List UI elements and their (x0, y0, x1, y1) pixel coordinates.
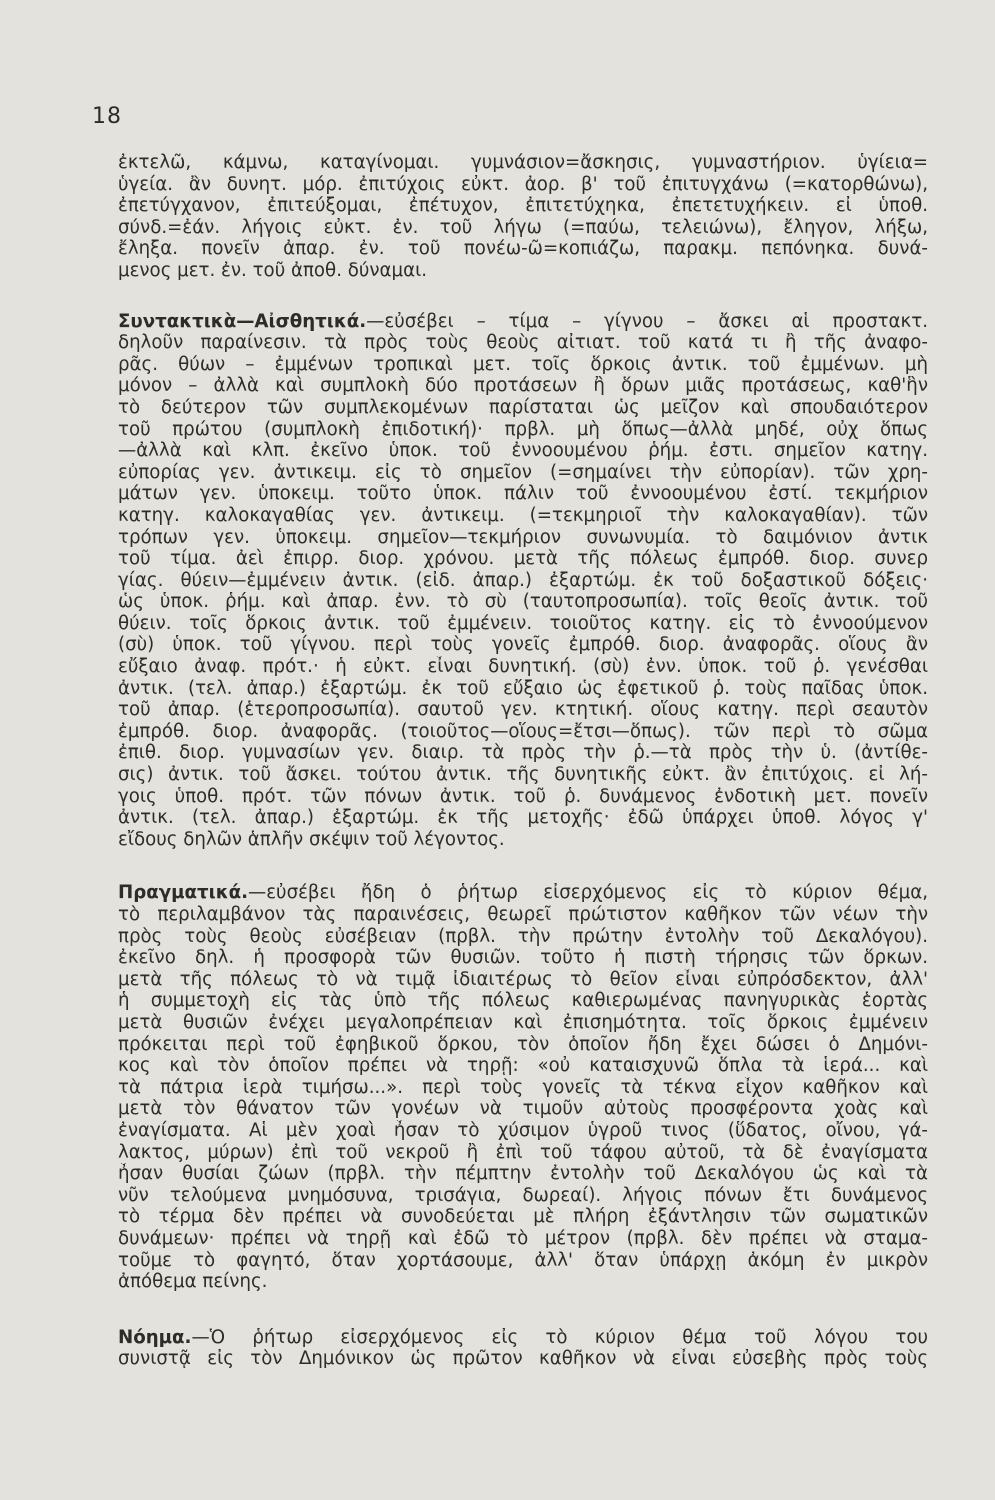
section-title-meaning: Νόημα. (118, 1326, 192, 1348)
text-line: —ἀλλὰ καὶ κλπ. ἐκεῖνο ὑποκ. τοῦ ἐννοουμένου ῥήμ. ἐστι. σημεῖον κατηγ. (118, 440, 928, 462)
text-line: σις) ἀντικ. τοῦ ἄσκει. τούτου ἀντικ. τῆς δυνητικῆς εὐκτ. ἂν ἐπιτύχοις. εἰ λή- (118, 764, 928, 786)
text-line: ἡ συμμετοχὴ εἰς τὰς ὑπὸ τῆς πόλεως καθιερωμένας πανηγυρικὰς ἑορτὰς (118, 990, 928, 1012)
text-line: δηλοῦν παραίνεσιν. τὰ πρὸς τοὺς θεοὺς αἰτιατ. τοῦ κατά τι ἢ τῆς ἀναφο- (118, 332, 928, 354)
text-line: ἐκεῖνο δηλ. ἡ προσφορὰ τῶν θυσιῶν. τοῦτο ἡ πιστὴ τήρησις τῶν ὅρκων. (118, 947, 928, 969)
text-line: λακτος, μύρων) ἐπὶ τοῦ νεκροῦ ἢ ἐπὶ τοῦ τάφου αὐτοῦ, τὰ δὲ ἐναγίσματα (118, 1141, 928, 1163)
text-line: πρὸς τοὺς θεοὺς εὐσέβειαν (πρβλ. τὴν πρώτην ἐντολὴν τοῦ Δεκαλόγου). (118, 925, 928, 947)
text-line: ἐπετύγχανον, ἐπιτεύξομαι, ἐπέτυχον, ἐπιτετύχηκα, ἐπετετυχήκειν. εἰ ὑποθ. (118, 195, 928, 217)
text-line: τὸ δεύτερον τῶν συμπλεκομένων παρίσταται ὡς μεῖζον καὶ σπουδαιότερον (118, 396, 928, 418)
text-line: θύειν. τοῖς ὅρκοις ἀντικ. τοῦ ἐμμένειν. τοιοῦτος κατηγ. εἰς τὸ ἐννοούμενον (118, 612, 928, 634)
section-title-syntax: Συντακτικὰ—Αἰσθητικά. (118, 310, 367, 332)
text-line: τοῦ πρώτου (συμπλοκὴ ἐπιδοτική)· πρβλ. μὴ ὅπως—ἀλλὰ μηδέ, οὐχ ὅπως (118, 418, 928, 440)
text-line: μετὰ τῆς πόλεως τὸ νὰ τιμᾷ ἰδιαιτέρως τὸ θεῖον εἶναι εὐπρόσδεκτον, ἀλλ' (118, 968, 928, 990)
text-line: δυνάμεων· πρέπει νὰ τηρῇ καὶ ἐδῶ τὸ μέτρον (πρβλ. δὲν πρέπει νὰ σταμα- (118, 1227, 928, 1249)
text-line: τοῦμε τὸ φαγητό, ὅταν χορτάσουμε, ἀλλ' ὅταν ὑπάρχῃ ἀκόμη ἐν μικρὸν (118, 1249, 928, 1271)
text-line: τὰ πάτρια ἱερὰ τιμήσω...». περὶ τοὺς γονεῖς τὰ τέκνα εἶχον καθῆκον καὶ (118, 1076, 928, 1098)
text-line: ἐκτελῶ, κάμνω, καταγίνομαι. γυμνάσιον=ἄσκησις, γυμναστήριον. ὑγίεια= (118, 152, 928, 173)
text-line: κατηγ. καλοκαγαθίας γεν. ἀντικειμ. (=τεκμηριοῖ τὴν καλοκαγαθίαν). τῶν (118, 504, 928, 526)
text-line: ἐμπρόθ. διορ. ἀναφορᾶς. (τοιοῦτος—οἵους=ἔτσι—ὅπως). τῶν περὶ τὸ σῶμα (118, 720, 928, 742)
page-number: 18 (92, 104, 122, 129)
section-intro: —Ὁ ῥήτωρ εἰσερχόμενος εἰς τὸ κύριον θέμα τοῦ λόγου του (191, 1326, 928, 1348)
text-line: νῦν τελούμενα μνημόσυνα, τρισάγια, δωρεαί). λήγοις πόνων ἔτι δυνάμενος (118, 1184, 928, 1206)
text-line: σύνδ.=ἐάν. λήγοις εὐκτ. ἐν. τοῦ λήγω (=παύω, τελειώνω), ἔληγον, λήξω, (118, 216, 928, 238)
section-intro: —εὐσέβει ἤδη ὁ ῥήτωρ εἰσερχόμενος εἰς τὸ κύριον θέμα, (248, 882, 928, 904)
text-line: τρόπων γεν. ὑποκειμ. σημεῖον—τεκμήριον συνωνυμία. τὸ δαιμόνιον ἀντικ (118, 526, 928, 548)
text-line: μετὰ τὸν θάνατον τῶν γονέων νὰ τιμοῦν αὐτοὺς προσφέροντα χοὰς καὶ (118, 1098, 928, 1120)
text-line: συνιστᾷ εἰς τὸν Δημόνικον ὡς πρῶτον καθῆκον νὰ εἶναι εὐσεβὴς πρὸς τοὺς (118, 1348, 928, 1370)
page-body (118, 152, 928, 1370)
section-meaning (118, 1327, 928, 1370)
text-line: ὑγεία. ἂν δυνητ. μόρ. ἐπιτύχοις εὐκτ. ἀορ. β' τοῦ ἐπιτυγχάνω (=κατορθώνω), (118, 173, 928, 195)
text-line: ἀντικ. (τελ. ἀπαρ.) ἐξαρτώμ. ἐκ τοῦ εὔξαιο ὡς ἐφετικοῦ ῥ. τοὺς παῖδας ὑποκ. (118, 677, 928, 699)
text-line: τοῦ ἀπαρ. (ἑτεροπροσωπία). σαυτοῦ γεν. κτητική. οἵους κατηγ. περὶ σεαυτὸν (118, 699, 928, 721)
text-line: μετὰ θυσιῶν ἐνέχει μεγαλοπρέπειαν καὶ ἐπισημότητα. τοῖς ὅρκοις ἐμμένειν (118, 1011, 928, 1033)
text-line: εὔξαιο ἀναφ. πρότ.· ἡ εὐκτ. εἶναι δυνητική. (σὺ) ἐνν. ὑποκ. τοῦ ῥ. γενέσθαι (118, 656, 928, 678)
text-line: ἔληξα. πονεῖν ἀπαρ. ἐν. τοῦ πονέω-ῶ=κοπιάζω, παρακμ. πεπόνηκα. δυνά- (118, 238, 928, 260)
section-vocabulary (118, 152, 928, 282)
text-line: τὸ περιλαμβάνον τὰς παραινέσεις, θεωρεῖ πρώτιστον καθῆκον τῶν νέων τὴν (118, 904, 928, 925)
text-line: γοις ὑποθ. πρότ. τῶν πόνων ἀντικ. τοῦ ῥ. δυνάμενος ἐνδοτικὴ μετ. πονεῖν (118, 785, 928, 807)
text-line: ἀπόθεμα πείνης. (118, 1271, 268, 1293)
text-line: εὐπορίας γεν. ἀντικειμ. εἰς τὸ σημεῖον (=σημαίνει τὴν εὐπορίαν). τῶν χρη- (118, 461, 928, 483)
section-intro: —εὐσέβει – τίμα – γίγνου – ἄσκει αἱ προστακτ. (366, 310, 928, 332)
text-line (118, 311, 928, 333)
text-line: μόνον – ἀλλὰ καὶ συμπλοκὴ δύο προτάσεων ἢ ὅρων μιᾶς προτάσεως, καθ'ἣν (118, 375, 928, 397)
text-line: ἐπιθ. διορ. γυμνασίων γεν. διαιρ. τὰ πρὸς τὴν ῥ.—τὰ πρὸς τὴν ὑ. (ἀντίθε- (118, 742, 928, 764)
text-line: μενος μετ. ἐν. τοῦ ἀποθ. δύναμαι. (118, 259, 428, 281)
section-syntax (118, 311, 928, 851)
text-line: τὸ τέρμα δὲν πρέπει νὰ συνοδεύεται μὲ πλήρη ἐξάντλησιν τῶν σωματικῶν (118, 1206, 928, 1228)
text-line: ὡς ὑποκ. ῥήμ. καὶ ἀπαρ. ἐνν. τὸ σὺ (ταυτοπροσωπία). τοῖς θεοῖς ἀντικ. τοῦ (118, 591, 928, 613)
text-line: πρόκειται περὶ τοῦ ἐφηβικοῦ ὅρκου, τὸν ὁποῖον ἤδη ἔχει δώσει ὁ Δημόνι- (118, 1033, 928, 1055)
text-line: τοῦ τίμα. ἀεὶ ἐπιρρ. διορ. χρόνου. μετὰ τῆς πόλεως ἐμπρόθ. διορ. συνερ (118, 548, 928, 570)
text-line (118, 882, 928, 904)
text-line: γίας. θύειν—ἐμμένειν ἀντικ. (εἰδ. ἀπαρ.) ἐξαρτώμ. ἐκ τοῦ δοξαστικοῦ δόξεις· (118, 569, 928, 591)
text-line: ρᾶς. θύων – ἐμμένων τροπικαὶ μετ. τοῖς ὅρκοις ἀντικ. τοῦ ἐμμένων. μὴ (118, 353, 928, 375)
section-title-realia: Πραγματικά. (118, 882, 249, 904)
text-line: ἐναγίσματα. Αἱ μὲν χοαὶ ἦσαν τὸ χύσιμον ὑγροῦ τινος (ὕδατος, οἴνου, γά- (118, 1119, 928, 1141)
text-line: κος καὶ τὸν ὁποῖον πρέπει νὰ τηρῇ: «οὐ καταισχυνῶ ὅπλα τὰ ἱερά... καὶ (118, 1055, 928, 1077)
text-line: ἦσαν θυσίαι ζώων (πρβλ. τὴν πέμπτην ἐντολὴν τοῦ Δεκαλόγου ὡς καὶ τὰ (118, 1163, 928, 1185)
text-line: ἀντικ. (τελ. ἀπαρ.) ἐξαρτώμ. ἐκ τῆς μετοχῆς· ἐδῶ ὑπάρχει ὑποθ. λόγος γ' (118, 807, 928, 829)
text-line (118, 1327, 928, 1349)
text-line: μάτων γεν. ὑποκειμ. τοῦτο ὑποκ. πάλιν τοῦ ἐννοουμένου ἐστί. τεκμήριον (118, 483, 928, 505)
section-realia (118, 882, 928, 1292)
text-line: εἴδους δηλῶν ἁπλῆν σκέψιν τοῦ λέγοντος. (118, 828, 505, 850)
text-line: (σὺ) ὑποκ. τοῦ γίγνου. περὶ τοὺς γονεῖς ἐμπρόθ. διορ. ἀναφορᾶς. οἵους ἂν (118, 634, 928, 656)
